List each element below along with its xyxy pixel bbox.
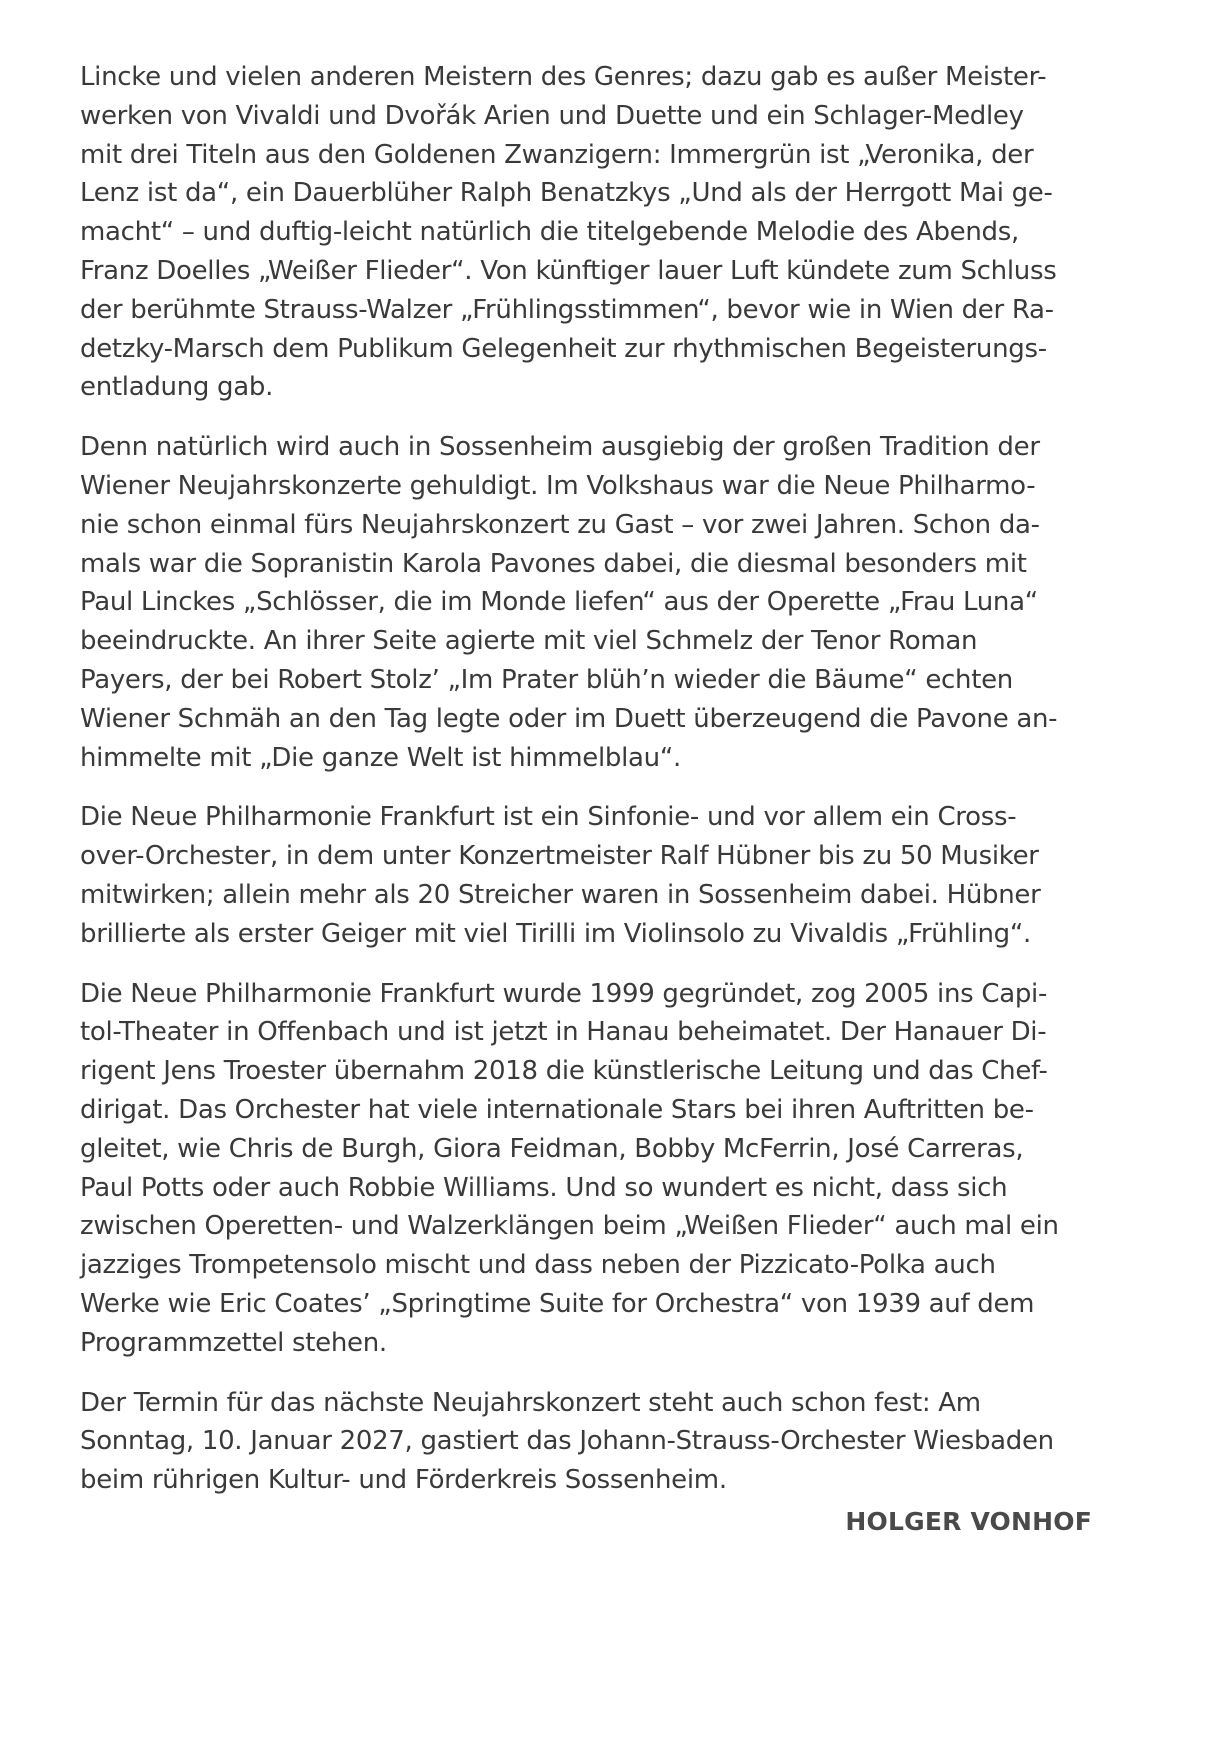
author-signature: HOLGER VONHOF (845, 1506, 1092, 1536)
article-body (80, 58, 1092, 1542)
paragraph-orchestra-history: Die Neue Philharmonie Frankfurt wurde 1999 gegründet, zog 2005 ins Capi- tol-Theater in Offenbach und ist jetzt in Hanau beheimatet. Der Hanauer Di- rigent Jens Troester übernahm 2018 die künstlerische Leitung und das Chef- dirigat. Das Orchester hat viele internationale Stars bei ihren Auftritten be- gleitet, wie Chris de Burgh, Giora Feidman, Bobby McFerrin, José Carreras, Paul Potts oder auch Robbie Williams. Und so wundert es nicht, dass sich zwischen Operetten- und Walzerklängen beim „Weißen Flieder“ auch mal ein jazziges Trompetensolo mischt und dass neben der Pizzicato-Polka auch Werke wie Eric Coates’ „Springtime Suite for Orchestra“ von 1939 auf dem Programmzettel stehen. (80, 978, 1059, 1358)
paragraph-concert-program: Lincke und vielen anderen Meistern des Genres; dazu gab es außer Meister- werken von Vivaldi und Dvořák Arien und Duette und ein Schlager-Medley mit drei Titeln aus den Goldenen Zwanzigern: Immergrün ist „Veronika, der Lenz ist da“, ein Dauerblüher Ralph Benatzkys „Und als der Herrgott Mai ge- macht“ – und duftig-leicht natürlich die titelgebende Melodie des Abends, Franz Doelles „Weißer Flieder“. Von künftiger lauer Luft kündete zum Schluss der berühmte Strauss-Walzer „Frühlingsstimmen“, bevor wie in Wien der Ra- detzky-Marsch dem Publikum Gelegenheit zur rhythmischen Begeisterungs- entladung gab. (80, 62, 1057, 403)
paragraph-orchestra-profile: Die Neue Philharmonie Frankfurt ist ein Sinfonie- und vor allem ein Cross- over-Orchester, in dem unter Konzertmeister Ralf Hübner bis zu 50 Musiker mitwirken; allein mehr als 20 Streicher waren in Sossenheim dabei. Hübner brillierte als erster Geiger mit viel Tirilli im Violinsolo zu Vivaldis „Frühling“. (80, 802, 1041, 949)
paragraph-next-concert: Der Termin für das nächste Neujahrskonzert steht auch schon fest: Am Sonntag, 10. Januar 2027, gastiert das Johann-Strauss-Orchester Wiesbaden beim rührigen Kultur- und Förderkreis Sossenheim. (80, 1387, 1054, 1496)
paragraph-vienna-tradition: Denn natürlich wird auch in Sossenheim ausgiebig der großen Tradition der Wiener Neujahrskonzerte gehuldigt. Im Volkshaus war die Neue Philharmo- nie schon einmal fürs Neujahrskonzert zu Gast – vor zwei Jahren. Schon da- mals war die Sopranistin Karola Pavones dabei, die diesmal besonders mit Paul Linckes „Schlösser, die im Monde liefen“ aus der Operette „Frau Luna“ beeindruckte. An ihrer Seite agierte mit viel Schmelz der Tenor Roman Payers, der bei Robert Stolz’ „Im Prater blüh’n wieder die Bäume“ echten Wiener Schmäh an den Tag legte oder im Duett überzeugend die Pavone an- himmelte mit „Die ganze Welt ist himmelblau“. (80, 432, 1058, 773)
